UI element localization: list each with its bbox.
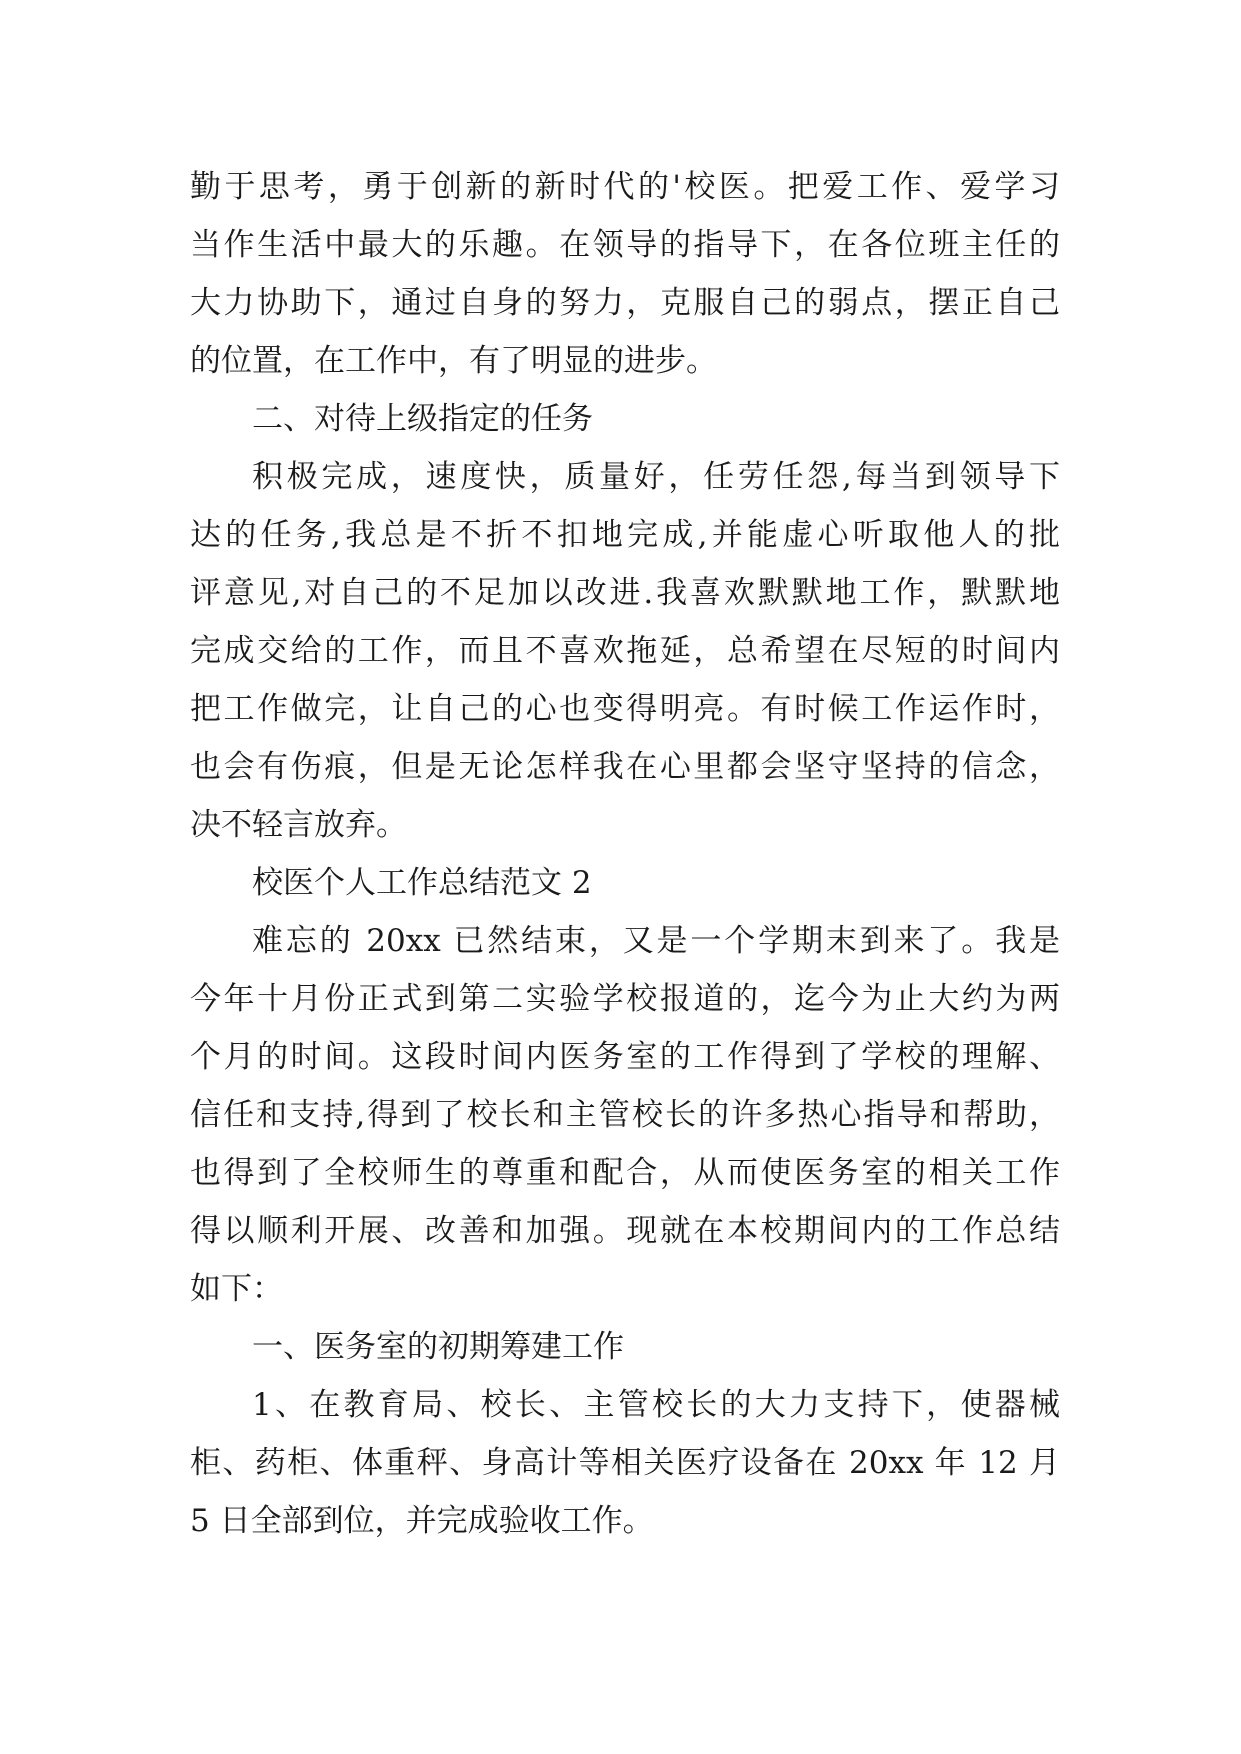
text-line: 评意见,对自己的不足加以改进.我喜欢默默地工作，默默地 bbox=[190, 575, 1060, 611]
text-line: 1、在教育局、校长、主管校长的大力支持下，使器械 bbox=[252, 1387, 1060, 1423]
text-line: 大力协助下，通过自身的努力，克服自己的弱点，摆正自己 bbox=[190, 285, 1060, 321]
section-heading: 一、医务室的初期筹建工作 bbox=[252, 1329, 624, 1365]
document-body bbox=[190, 158, 1060, 1550]
text-line: 的位置，在工作中，有了明显的进步。 bbox=[190, 343, 717, 379]
section-heading: 二、对待上级指定的任务 bbox=[252, 401, 593, 437]
text-line: 决不轻言放弃。 bbox=[190, 807, 407, 843]
text-line: 完成交给的工作，而且不喜欢拖延，总希望在尽短的时间内 bbox=[190, 633, 1060, 669]
text-line: 5 日全部到位，并完成验收工作。 bbox=[190, 1503, 654, 1539]
text-line: 积极完成，速度快，质量好，任劳任怨,每当到领导下 bbox=[252, 459, 1060, 495]
text-line: 也会有伤痕，但是无论怎样我在心里都会坚守坚持的信念， bbox=[190, 749, 1060, 785]
text-line: 难忘的 20xx 已然结束，又是一个学期末到来了。我是 bbox=[252, 923, 1060, 959]
text-line: 当作生活中最大的乐趣。在领导的指导下，在各位班主任的 bbox=[190, 227, 1060, 263]
text-line: 得以顺利开展、改善和加强。现就在本校期间内的工作总结 bbox=[190, 1213, 1060, 1249]
article-title: 校医个人工作总结范文 2 bbox=[252, 865, 592, 901]
text-line: 今年十月份正式到第二实验学校报道的，迄今为止大约为两 bbox=[190, 981, 1060, 1017]
text-line: 勤于思考，勇于创新的新时代的'校医。把爱工作、爱学习 bbox=[190, 169, 1060, 205]
text-line: 个月的时间。这段时间内医务室的工作得到了学校的理解、 bbox=[190, 1039, 1060, 1075]
text-line: 把工作做完，让自己的心也变得明亮。有时候工作运作时， bbox=[190, 691, 1060, 727]
text-line: 信任和支持,得到了校长和主管校长的许多热心指导和帮助， bbox=[190, 1097, 1060, 1133]
text-line: 达的任务,我总是不折不扣地完成,并能虚心听取他人的批 bbox=[190, 517, 1060, 553]
text-line: 柜、药柜、体重秤、身高计等相关医疗设备在 20xx 年 12 月 bbox=[190, 1445, 1060, 1481]
text-line: 也得到了全校师生的尊重和配合，从而使医务室的相关工作 bbox=[190, 1155, 1060, 1191]
text-line: 如下： bbox=[190, 1271, 283, 1307]
